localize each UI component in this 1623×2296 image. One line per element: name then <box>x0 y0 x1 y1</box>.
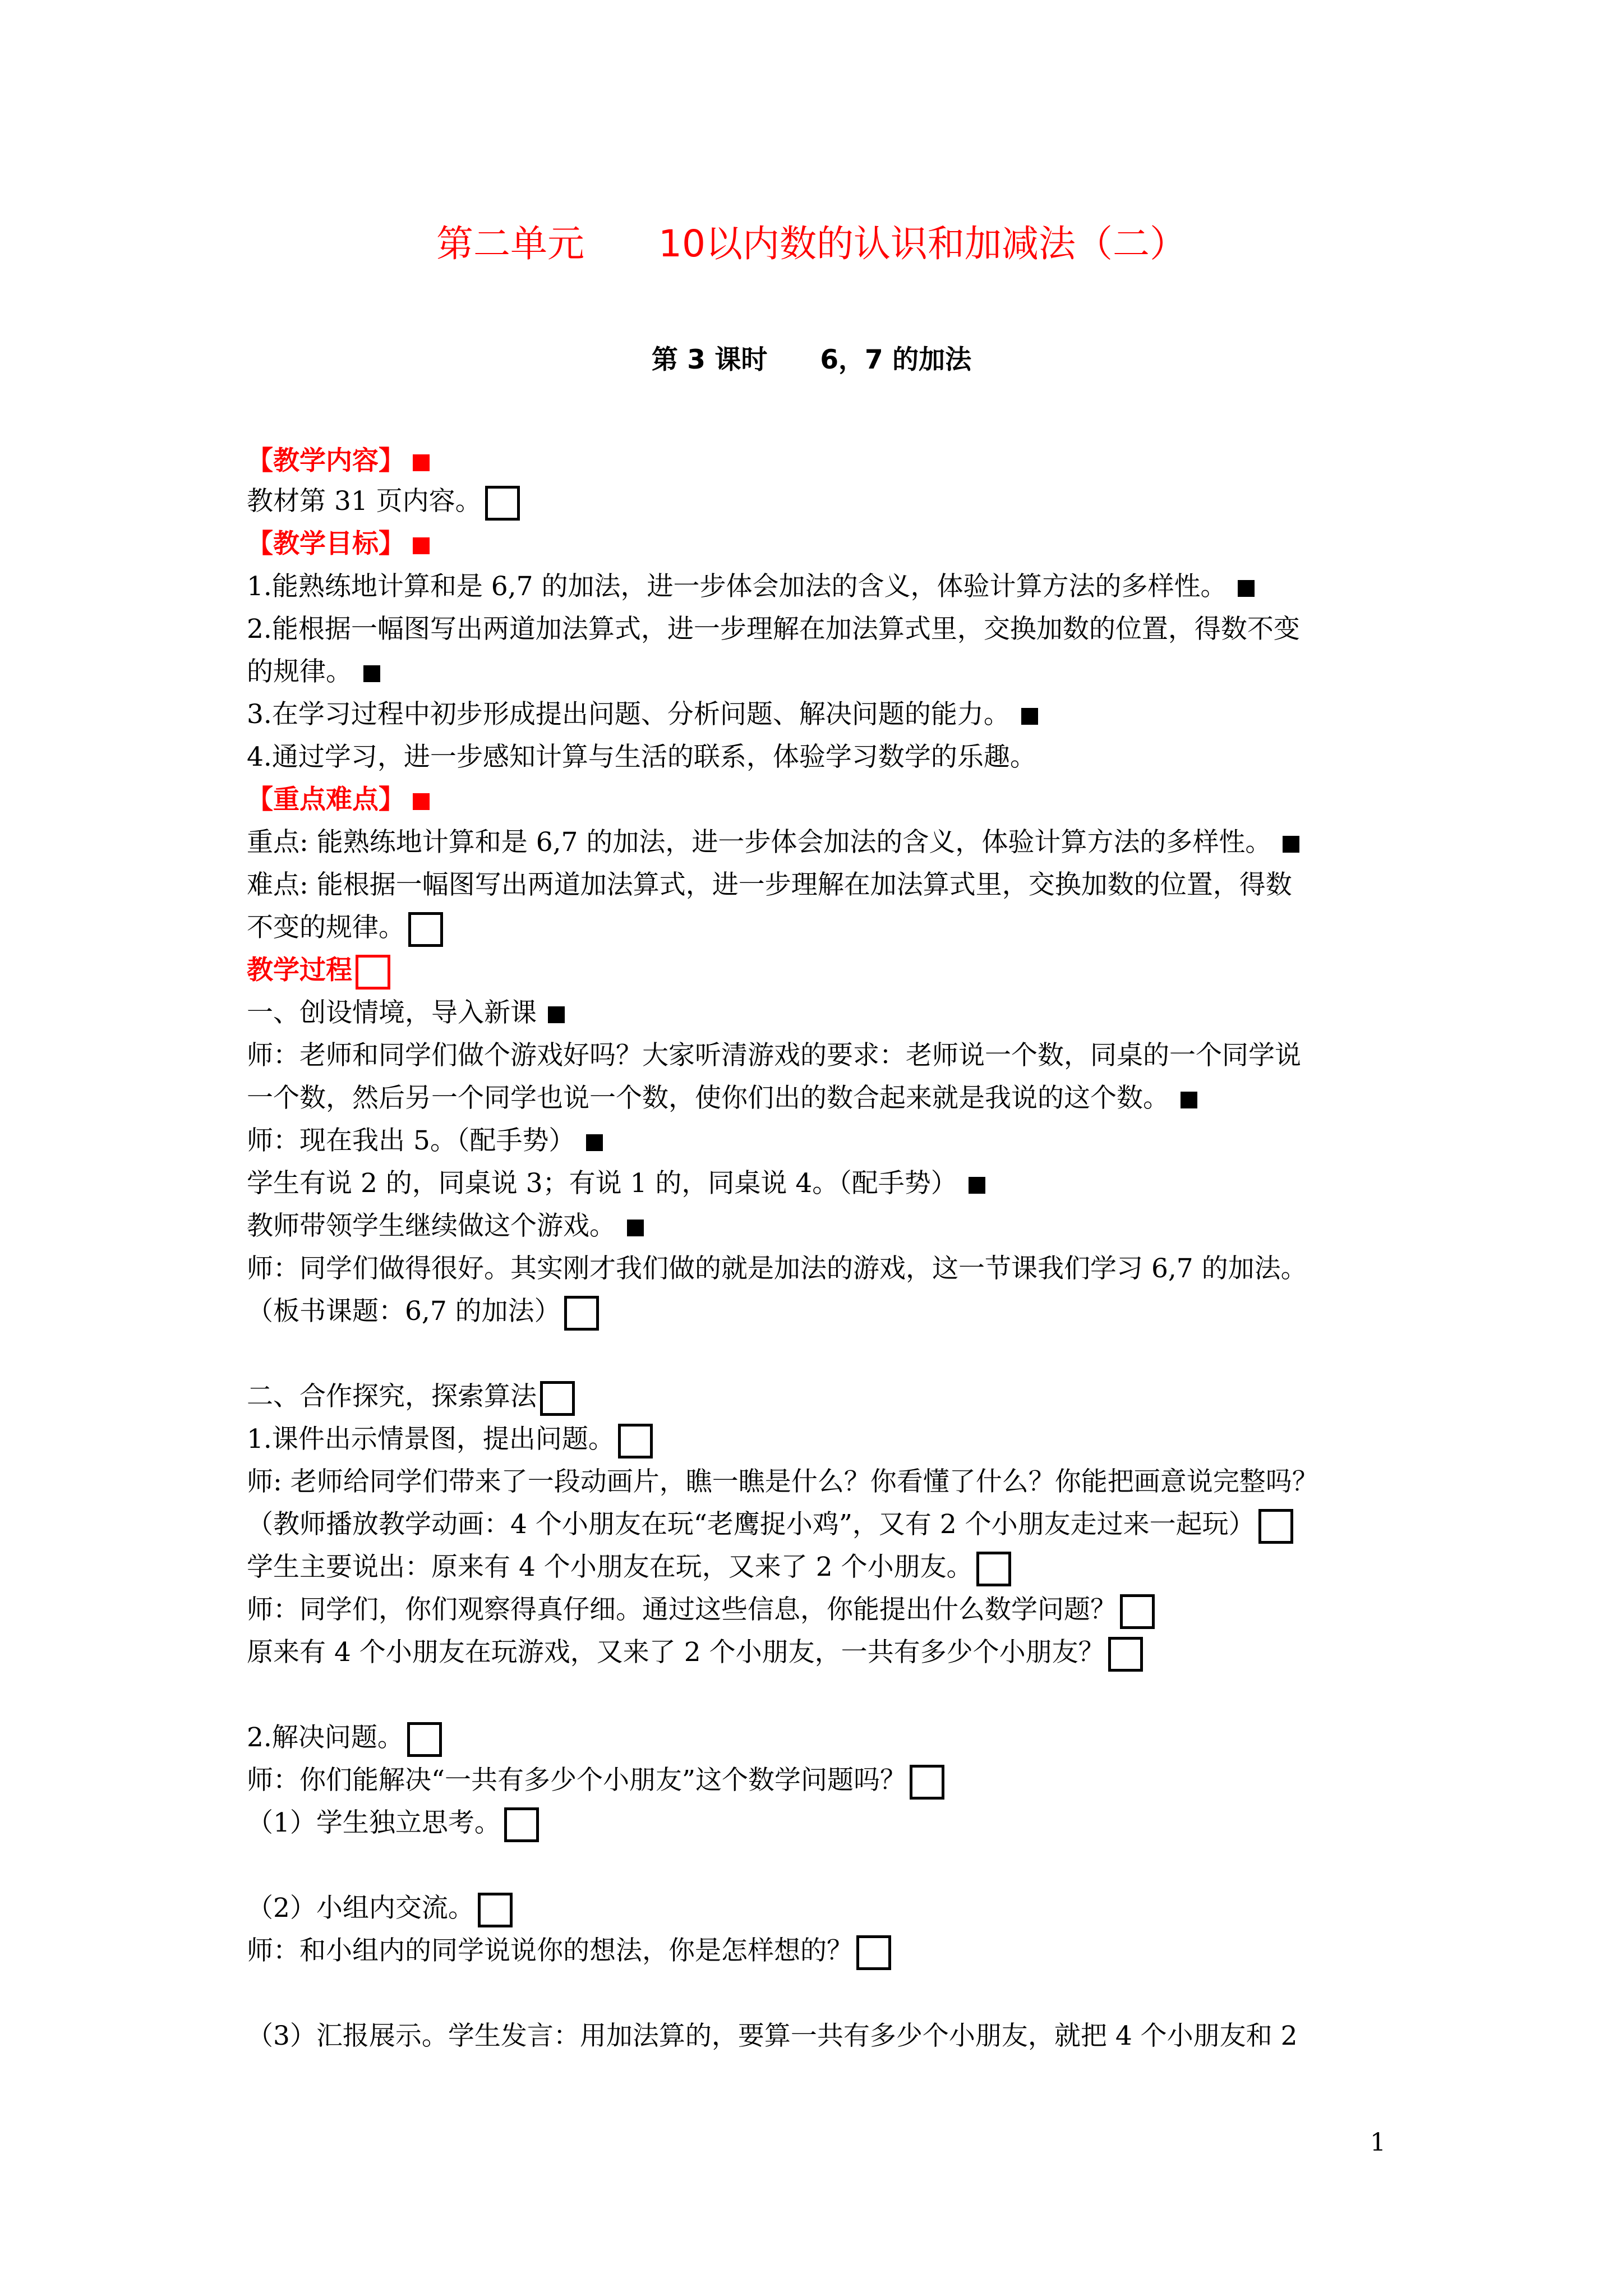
text-line: 师：你们能解决“一共有多少个小朋友”这个数学问题吗？ <box>247 1763 944 1800</box>
black-square-mark <box>586 1134 603 1151</box>
text-line: 一个数，然后另一个同学也说一个数，使你们出的数合起来就是我说的这个数。 <box>247 1080 1197 1116</box>
heading-process: 教学过程 <box>247 953 390 990</box>
unit-title: 第二单元 10以内数的认识和加减法（二） <box>436 222 1187 265</box>
text-line: （教师播放教学动画：4 个小朋友在玩“老鹰捉小鸡”，又有 2 个小朋友走过来一起玩） <box>247 1507 1293 1544</box>
text-line: 学生主要说出：原来有 4 个小朋友在玩，又来了 2 个小朋友。 <box>247 1549 1011 1586</box>
text-line: 2.解决问题。 <box>247 1720 442 1757</box>
empty-box-mark <box>1120 1594 1155 1629</box>
text-line: 学生有说 2 的，同桌说 3；有说 1 的，同桌说 4。（配手势） <box>247 1166 985 1202</box>
text-line: 重点: 能熟练地计算和是 6,7 的加法，进一步体会加法的含义，体验计算方法的多样性。 <box>247 825 1299 861</box>
black-square-mark <box>969 1177 985 1194</box>
empty-box-mark <box>485 486 520 521</box>
text-line: （3）汇报展示。学生发言：用加法算的，要算一共有多少个小朋友，就把 4 个小朋友和 2 <box>247 2021 1298 2051</box>
text-line: 1.能熟练地计算和是 6,7 的加法，进一步体会加法的含义，体验计算方法的多样性。 <box>247 569 1255 605</box>
section-heading: 二、合作探究，探索算法 <box>247 1379 575 1416</box>
empty-box-mark <box>504 1807 539 1842</box>
empty-box-mark <box>910 1765 944 1800</box>
text-line: 不变的规律。 <box>247 910 443 947</box>
text-line: 师: 老师给同学们带来了一段动画片，瞧一瞧是什么？你看懂了什么？你能把画意说完整吗？ <box>247 1466 1318 1497</box>
heading-objectives: 【教学目标】 <box>247 526 430 562</box>
empty-box-mark <box>407 1722 442 1757</box>
empty-box-mark <box>976 1552 1011 1586</box>
empty-box-mark <box>618 1424 653 1458</box>
empty-box-mark <box>478 1893 513 1927</box>
red-square-mark <box>413 793 430 810</box>
text-line: 师：同学们，你们观察得真仔细。通过这些信息，你能提出什么数学问题？ <box>247 1592 1155 1629</box>
empty-box-mark <box>564 1296 599 1331</box>
black-square-mark <box>548 1006 565 1023</box>
text-line: 师：和小组内的同学说说你的想法，你是怎样想的？ <box>247 1933 891 1970</box>
text-line: （2）小组内交流。 <box>247 1890 513 1927</box>
heading-content: 【教学内容】 <box>247 443 430 479</box>
empty-box-mark <box>1258 1509 1293 1544</box>
black-square-mark <box>1283 836 1299 853</box>
text-line: 1.课件出示情景图，提出问题。 <box>247 1421 653 1458</box>
black-square-mark <box>1181 1092 1197 1108</box>
text-line: 师：同学们做得很好。其实刚才我们做的就是加法的游戏，这一节课我们学习 6,7 的加法。 <box>247 1253 1307 1284</box>
red-box-mark <box>356 955 390 990</box>
empty-box-mark <box>540 1381 575 1416</box>
text-line: 师：现在我出 5。（配手势） <box>247 1123 603 1159</box>
text-line: 原来有 4 个小朋友在玩游戏，又来了 2 个小朋友，一共有多少个小朋友？ <box>247 1635 1143 1672</box>
heading-key-points: 【重点难点】 <box>247 782 430 818</box>
text-line: 2.能根据一幅图写出两道加法算式，进一步理解在加法算式里，交换加数的位置，得数不变 <box>247 614 1300 645</box>
black-square-mark <box>1238 580 1255 597</box>
black-square-mark <box>627 1220 644 1236</box>
text-line: （板书课题：6,7 的加法） <box>247 1294 599 1331</box>
text-line: 一、创设情境，导入新课 <box>247 995 565 1031</box>
page-number: 1 <box>1370 2128 1386 2157</box>
text-line: 教材第 31 页内容。 <box>247 484 520 521</box>
text-line: 4.通过学习，进一步感知计算与生活的联系，体验学习数学的乐趣。 <box>247 742 1036 772</box>
lesson-title: 第 3 课时 6，7 的加法 <box>651 344 972 375</box>
text-line: 的规律。 <box>247 654 380 690</box>
black-square-mark <box>1021 708 1038 725</box>
text-line: 3.在学习过程中初步形成提出问题、分析问题、解决问题的能力。 <box>247 697 1038 733</box>
black-square-mark <box>363 665 380 682</box>
red-square-mark <box>413 537 430 554</box>
red-square-mark <box>413 454 430 471</box>
empty-box-mark <box>408 912 443 947</box>
text-line: 师：老师和同学们做个游戏好吗？大家听清游戏的要求：老师说一个数，同桌的一个同学说 <box>247 1040 1301 1071</box>
empty-box-mark <box>1108 1637 1143 1672</box>
text-line: 教师带领学生继续做这个游戏。 <box>247 1208 644 1244</box>
text-line: 难点: 能根据一幅图写出两道加法算式，进一步理解在加法算式里，交换加数的位置，得数 <box>247 869 1292 900</box>
text-line: （1）学生独立思考。 <box>247 1805 539 1842</box>
empty-box-mark <box>856 1935 891 1970</box>
